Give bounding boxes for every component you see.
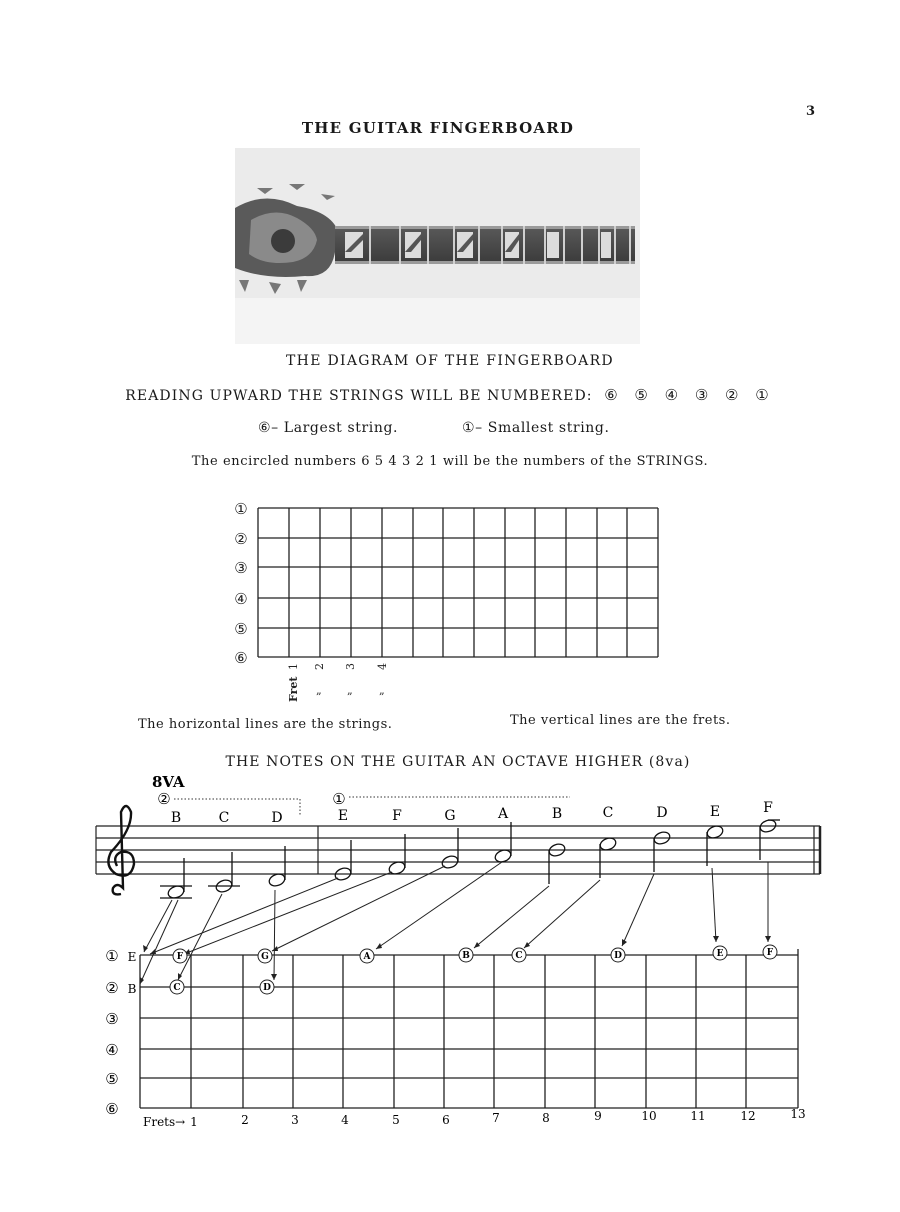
marker-g-fret3: G bbox=[261, 952, 269, 962]
fret-number-12: 12 bbox=[740, 1109, 756, 1123]
fret-label-3: 3 bbox=[344, 663, 357, 670]
note-letter-3: D bbox=[271, 810, 283, 826]
fret-number-4: 4 bbox=[341, 1113, 349, 1127]
lower-string-2: ② bbox=[105, 979, 119, 997]
fret-label-4: 4 bbox=[376, 663, 389, 670]
smallest-string-note: ①– Smallest string. bbox=[462, 420, 610, 436]
horizontal-lines-note: The horizontal lines are the strings. bbox=[138, 717, 393, 732]
fret-number-5: 5 bbox=[392, 1113, 400, 1127]
open-string-b: B bbox=[127, 982, 137, 996]
lower-string-4: ④ bbox=[105, 1041, 119, 1059]
fret-number-3: 3 bbox=[291, 1113, 299, 1127]
arrow-heads bbox=[140, 936, 771, 984]
marker-f-fret1: F bbox=[176, 952, 184, 962]
note-letter-11: E bbox=[709, 804, 721, 820]
fret-mark-3: „ bbox=[347, 684, 353, 697]
fret-mark-2: „ bbox=[316, 684, 322, 697]
reading-text: READING UPWARD THE STRINGS WILL BE NUMBERED: bbox=[125, 388, 593, 404]
marker-d-fret10: D bbox=[614, 951, 622, 961]
marker-f-fret13: F bbox=[766, 948, 774, 958]
marker-b-fret7: B bbox=[462, 951, 470, 961]
marker-e-fret12: E bbox=[716, 949, 724, 959]
fret-number-7: 7 bbox=[492, 1111, 500, 1125]
page-number: 3 bbox=[806, 104, 816, 119]
note-letter-7: A bbox=[497, 806, 509, 822]
fret-number-10: 10 bbox=[641, 1109, 657, 1123]
marker-c-string2: C bbox=[173, 983, 181, 993]
page-title: THE GUITAR FINGERBOARD bbox=[301, 119, 575, 137]
lower-fret-numbers bbox=[143, 1107, 806, 1129]
bracket-string-2: ② bbox=[157, 790, 171, 808]
note-letter-10: D bbox=[656, 805, 668, 821]
marker-a-fret5: A bbox=[363, 952, 371, 962]
bracket-string-1: ① bbox=[332, 790, 346, 808]
note-letter-4: E bbox=[337, 808, 349, 824]
sva-label: 8VA bbox=[152, 773, 185, 791]
note-letter-6: G bbox=[444, 808, 456, 824]
largest-string-note: ⑥– Largest string. bbox=[258, 420, 399, 436]
staff-note-letters bbox=[171, 800, 773, 826]
lower-fingerboard-grid bbox=[140, 949, 798, 1108]
fret-number-1: 1 bbox=[190, 1115, 198, 1129]
fret-word: Fret bbox=[287, 676, 300, 702]
staff-notes bbox=[160, 818, 780, 900]
note-letter-5: F bbox=[392, 808, 402, 824]
fret-label-1: 1 bbox=[287, 663, 300, 670]
marker-d-string2: D bbox=[263, 983, 271, 993]
note-letter-9: C bbox=[602, 805, 614, 821]
diagram-string-6: ⑥ bbox=[234, 649, 248, 667]
encircled-numbers-note: The encircled numbers 6 5 4 3 2 1 will be the numbers of the STRINGS. bbox=[191, 454, 709, 469]
lower-string-1: ① bbox=[105, 947, 119, 965]
open-string-e: E bbox=[127, 950, 137, 964]
octave-title: THE NOTES ON THE GUITAR AN OCTAVE HIGHER (8va) bbox=[225, 754, 691, 770]
fret-number-9: 9 bbox=[594, 1109, 602, 1123]
diagram-string-2: ② bbox=[234, 530, 248, 548]
note-letter-1: B bbox=[170, 810, 182, 826]
fret-label-2: 2 bbox=[313, 663, 326, 670]
fret-mark-4: „ bbox=[379, 684, 385, 697]
lower-string-labels bbox=[105, 947, 118, 1118]
vertical-lines-note: The vertical lines are the frets. bbox=[510, 713, 731, 728]
note-letter-8: B bbox=[551, 806, 563, 822]
reading-circles: ⑥ ⑤ ④ ③ ② ① bbox=[604, 386, 775, 404]
note-letter-12: F bbox=[763, 800, 773, 816]
diagram-title: THE DIAGRAM OF THE FINGERBOARD bbox=[286, 353, 614, 369]
diagram-string-4: ④ bbox=[234, 590, 248, 608]
diagram-string-5: ⑤ bbox=[234, 620, 248, 638]
fret-number-11: 11 bbox=[690, 1109, 706, 1123]
fret-number-2: 2 bbox=[241, 1113, 249, 1127]
lower-string-3: ③ bbox=[105, 1010, 119, 1028]
diagram-string-3: ③ bbox=[234, 559, 248, 577]
lower-string-6: ⑥ bbox=[105, 1100, 119, 1118]
note-letter-2: C bbox=[218, 810, 230, 826]
note-arrows bbox=[140, 862, 768, 984]
diagram-string-1: ① bbox=[234, 500, 248, 518]
fret-number-6: 6 bbox=[442, 1113, 450, 1127]
lower-string-5: ⑤ bbox=[105, 1070, 119, 1088]
marker-c-fret8: C bbox=[515, 951, 523, 961]
frets-prefix: Frets→ bbox=[143, 1115, 186, 1129]
fret-number-8: 8 bbox=[542, 1111, 550, 1125]
fret-number-13: 13 bbox=[790, 1107, 806, 1121]
